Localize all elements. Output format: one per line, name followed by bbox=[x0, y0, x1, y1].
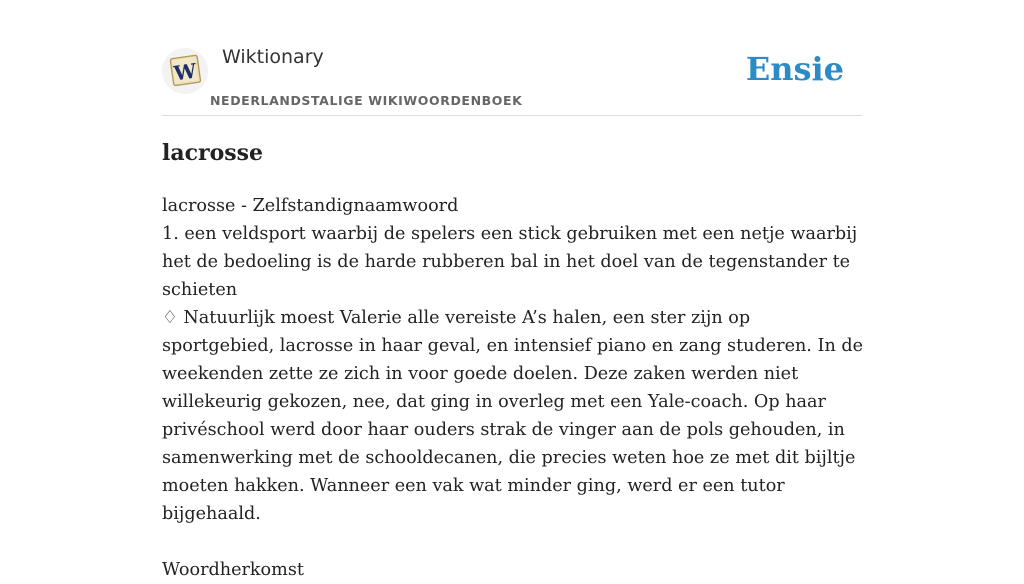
wiktionary-logo-icon[interactable] bbox=[162, 48, 208, 94]
definition-text: 1. een veldsport waarbij de spelers een stick gebruiken met een netje waarbij het de bedoeling is de harde rubberen bal in het doel van de tegenstander te schieten bbox=[162, 224, 858, 300]
logo-tile-icon bbox=[166, 52, 204, 90]
site-title[interactable]: Wiktionary bbox=[222, 46, 324, 68]
logo-letter: W bbox=[172, 58, 198, 86]
ensie-brand-logo[interactable]: Ensie bbox=[745, 50, 844, 88]
site-header bbox=[162, 44, 862, 116]
entry-heading: lacrosse - Zelfstandignaamwoord bbox=[162, 196, 459, 216]
etymology-heading: Woordherkomst bbox=[162, 560, 304, 580]
article-body bbox=[162, 192, 867, 584]
site-subtitle: NEDERLANDSTALIGE WIKIWOORDENBOEK bbox=[210, 93, 523, 108]
page-title: lacrosse bbox=[162, 140, 264, 166]
example-sentence: ♢ Natuurlijk moest Valerie alle vereiste A’s halen, een ster zijn op sportgebied, lacrosse in haar geval, en intensief piano en zang studeren. In de weekenden zette ze zich in voor goede doelen. Deze zaken werden niet willekeurig gekozen, nee, dat ging in overleg met een Yale-coach. Op haar privéschool werd door haar ouders strak de vinger aan de pols gehouden, in samenwerking met de schooldecanen, die precies weten hoe ze met dit bijltje moeten hakken. Wanneer een vak wat minder ging, werd er een tutor bijgehaald. bbox=[162, 308, 864, 524]
